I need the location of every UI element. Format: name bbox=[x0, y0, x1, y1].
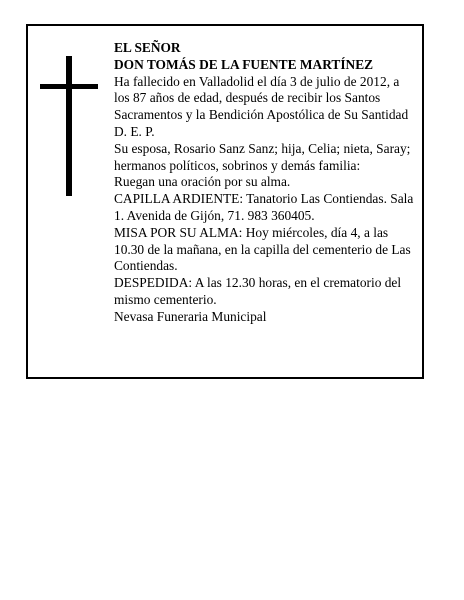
cross-icon bbox=[40, 56, 98, 196]
mass-info: MISA POR SU ALMA: Hoy miércoles, día 4, a las 10.30 de la mañana, en la capilla del cementerio de Las Contiendas. bbox=[114, 224, 411, 274]
death-announcement: Ha fallecido en Valladolid el día 3 de julio de 2012, a los 87 años de edad, después de recibir los Santos Sacramentos y la Bendición Apostólica de Su Santidad D. E. P. bbox=[114, 73, 409, 139]
deceased-name: DON TOMÁS DE LA FUENTE MARTÍNEZ bbox=[114, 56, 374, 72]
funeral-chapel-info: CAPILLA ARDIENTE: Tanatorio Las Contiendas. Sala 1. Avenida de Gijón, 71. 983 360405. bbox=[114, 191, 414, 223]
cross-horizontal-bar bbox=[40, 84, 98, 89]
prayer-request: Ruegan una oración por su alma. bbox=[114, 174, 291, 190]
funeral-home: Nevasa Funeraria Municipal bbox=[114, 308, 267, 324]
obituary-notice bbox=[26, 24, 424, 379]
obituary-text bbox=[114, 40, 416, 326]
farewell-info: DESPEDIDA: A las 12.30 horas, en el crematorio del mismo cementerio. bbox=[114, 275, 402, 307]
family-list: Su esposa, Rosario Sanz Sanz; hija, Celia; nieta, Saray; hermanos políticos, sobrinos y demás familia: bbox=[114, 140, 411, 173]
obituary-heading: EL SEÑOR bbox=[114, 40, 181, 55]
cross-vertical-bar bbox=[66, 56, 72, 196]
